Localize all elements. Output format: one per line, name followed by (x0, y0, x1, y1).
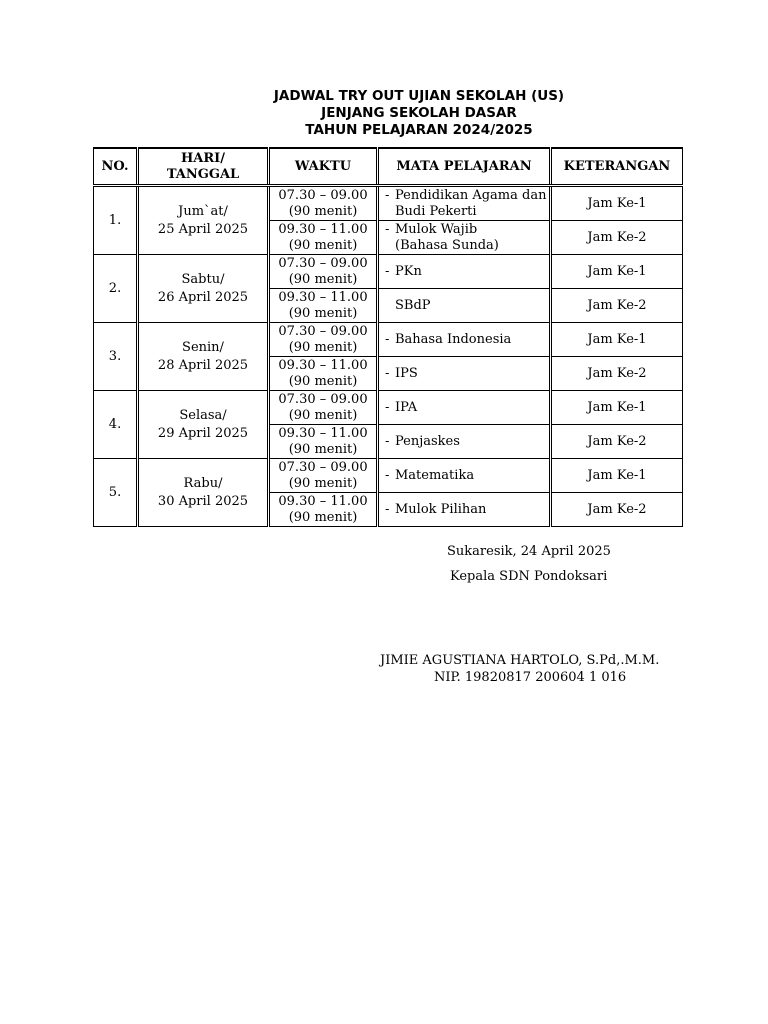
title-line-1: JADWAL TRY OUT UJIAN SEKOLAH (US) (273, 88, 565, 104)
time-text: 09.30 – 11.00 (90 menit) (278, 357, 368, 389)
note-cell: Jam Ke-1 (551, 391, 683, 425)
note-cell: Jam Ke-2 (551, 357, 683, 391)
subject-cell (378, 459, 551, 493)
day-date-text: Senin/ 28 April 2025 (157, 339, 249, 373)
title-line-3: TAHUN PELAJARAN 2024/2025 (305, 122, 533, 138)
note-cell: Jam Ke-1 (551, 186, 683, 221)
bullet-dash: - (385, 263, 390, 279)
time-cell (269, 221, 378, 255)
table-row (94, 323, 683, 357)
bullet-dash: - (385, 187, 390, 203)
day-date-cell (138, 391, 269, 459)
table-row (94, 255, 683, 289)
time-cell (269, 289, 378, 323)
subject-text: Mulok Pilihan (395, 501, 487, 517)
subject-text: PKn (395, 263, 422, 279)
subject-text: IPA (395, 399, 418, 415)
table-header-row (94, 148, 683, 186)
note-cell: Jam Ke-1 (551, 323, 683, 357)
signature-name: JIMIE AGUSTIANA HARTOLO, S.Pd,.M.M. (380, 653, 660, 668)
header-note: KETERANGAN (551, 148, 683, 186)
signature-nip: NIP. 19820817 200604 1 016 (434, 670, 627, 685)
time-cell (269, 186, 378, 221)
day-date-text: Selasa/ 29 April 2025 (157, 407, 249, 441)
bullet-dash (385, 298, 395, 314)
bullet-dash: - (385, 501, 390, 517)
subject-text: Matematika (395, 467, 475, 483)
time-text: 07.30 – 09.00 (90 menit) (278, 391, 368, 423)
header-subject: MATA PELAJARAN (378, 148, 551, 186)
subject-cell (378, 493, 551, 527)
table-row (94, 459, 683, 493)
bullet-dash: - (385, 433, 390, 449)
bullet-dash: - (385, 399, 390, 415)
note-cell: Jam Ke-2 (551, 221, 683, 255)
row-number: 1. (94, 186, 138, 255)
day-date-cell (138, 323, 269, 391)
day-date-cell (138, 186, 269, 255)
subject-cell (378, 425, 551, 459)
subject-text: Mulok Wajib (Bahasa Sunda) (395, 221, 499, 253)
bullet-dash: - (385, 221, 390, 237)
time-text: 07.30 – 09.00 (90 menit) (278, 323, 368, 355)
header-day-label: HARI/ TANGGAL (166, 150, 240, 182)
header-day (138, 148, 269, 186)
table-row (94, 391, 683, 425)
time-text: 07.30 – 09.00 (90 menit) (278, 187, 368, 219)
signature-position: Kepala SDN Pondoksari (450, 569, 608, 584)
schedule-table (93, 147, 683, 527)
document-title (0, 88, 768, 139)
bullet-dash: - (385, 467, 390, 483)
table-body (94, 186, 683, 527)
subject-cell (378, 391, 551, 425)
subject-cell (378, 255, 551, 289)
signature-place-date: Sukaresik, 24 April 2025 (447, 544, 611, 559)
day-date-cell (138, 255, 269, 323)
subject-text: Penjaskes (395, 433, 460, 449)
subject-text: Bahasa Indonesia (395, 331, 512, 347)
note-cell: Jam Ke-2 (551, 425, 683, 459)
day-date-text: Jum`at/ 25 April 2025 (157, 203, 249, 237)
note-cell: Jam Ke-2 (551, 493, 683, 527)
subject-text: Pendidikan Agama dan Budi Pekerti (395, 187, 547, 219)
time-cell (269, 425, 378, 459)
day-date-cell (138, 459, 269, 527)
time-text: 07.30 – 09.00 (90 menit) (278, 459, 368, 491)
time-cell (269, 255, 378, 289)
subject-cell (378, 323, 551, 357)
time-text: 09.30 – 11.00 (90 menit) (278, 493, 368, 525)
time-cell (269, 357, 378, 391)
row-number: 3. (94, 323, 138, 391)
time-cell (269, 493, 378, 527)
note-cell: Jam Ke-2 (551, 289, 683, 323)
title-line-2: JENJANG SEKOLAH DASAR (321, 105, 517, 121)
subject-text: IPS (395, 365, 418, 381)
time-text: 09.30 – 11.00 (90 menit) (278, 425, 368, 457)
note-cell: Jam Ke-1 (551, 255, 683, 289)
subject-text: SBdP (395, 297, 431, 313)
time-cell (269, 323, 378, 357)
bullet-dash: - (385, 365, 390, 381)
time-cell (269, 459, 378, 493)
subject-cell (378, 221, 551, 255)
row-number: 2. (94, 255, 138, 323)
subject-cell (378, 357, 551, 391)
time-text: 07.30 – 09.00 (90 menit) (278, 255, 368, 287)
note-cell: Jam Ke-1 (551, 459, 683, 493)
subject-cell (378, 186, 551, 221)
header-no: NO. (94, 148, 138, 186)
row-number: 4. (94, 391, 138, 459)
time-cell (269, 391, 378, 425)
subject-cell (378, 289, 551, 323)
time-text: 09.30 – 11.00 (90 menit) (278, 289, 368, 321)
table-row (94, 186, 683, 221)
time-text: 09.30 – 11.00 (90 menit) (278, 221, 368, 253)
day-date-text: Rabu/ 30 April 2025 (157, 475, 249, 509)
bullet-dash: - (385, 331, 390, 347)
row-number: 5. (94, 459, 138, 527)
header-time: WAKTU (269, 148, 378, 186)
day-date-text: Sabtu/ 26 April 2025 (157, 271, 249, 305)
